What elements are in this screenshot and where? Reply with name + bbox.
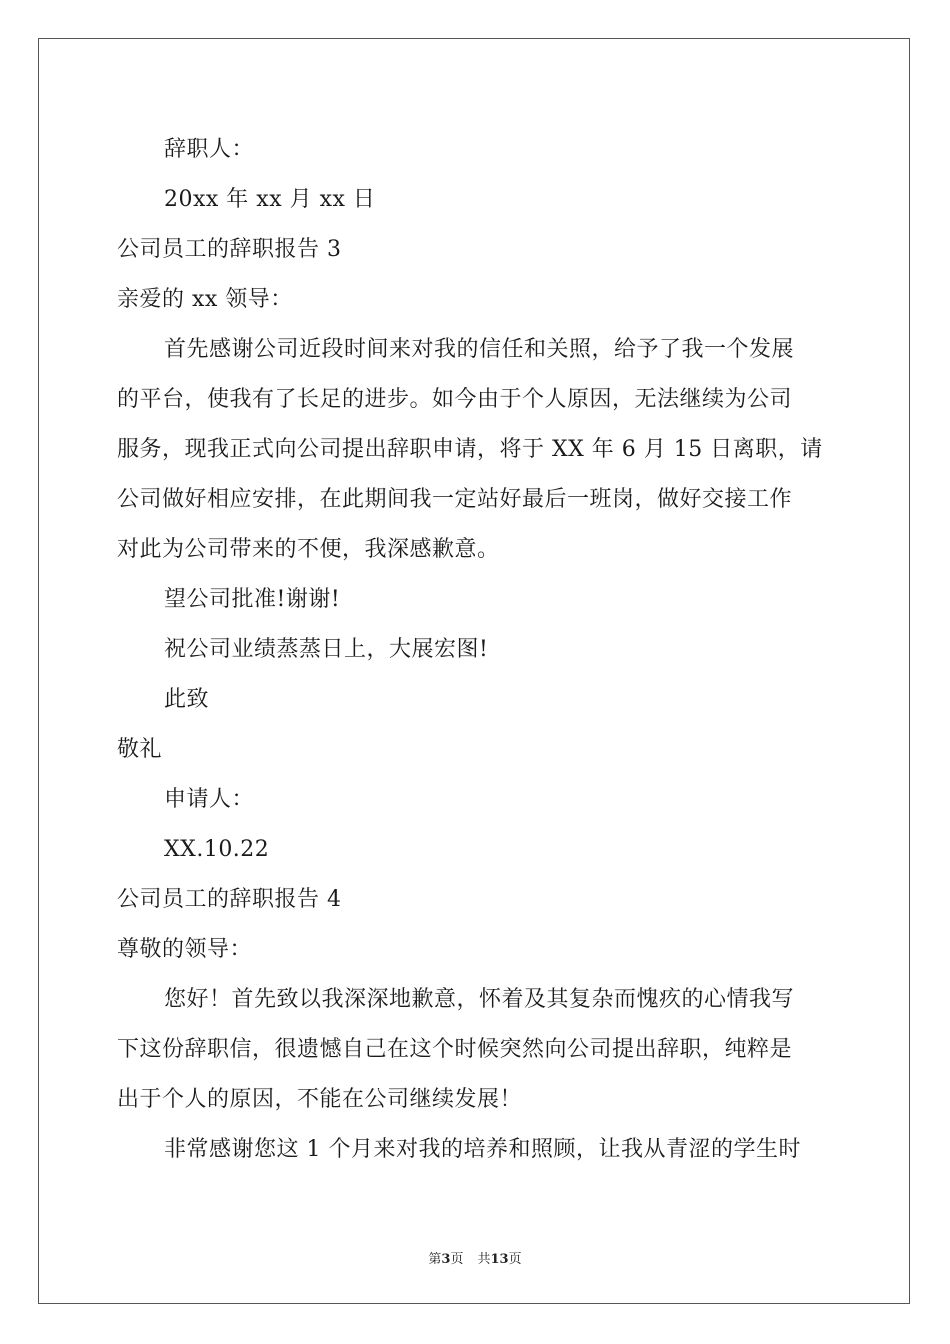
salutation-3: 亲爱的 xx 领导： <box>117 287 293 312</box>
paragraph-line: 出于个人的原因，不能在公司继续发展！ <box>117 1087 523 1112</box>
page-total: 13 <box>490 1252 509 1267</box>
total-prefix: 共 <box>477 1252 491 1267</box>
paragraph-line: 服务，现我正式向公司提出辞职申请，将于 XX 年 6 月 15 日离职，请 <box>117 437 823 462</box>
approval-request: 望公司批准!谢谢! <box>164 587 341 612</box>
page-prefix: 第 <box>428 1252 442 1267</box>
page-current: 3 <box>441 1252 451 1267</box>
page-footer <box>0 1248 950 1267</box>
applicant-date: XX.10.22 <box>164 837 270 862</box>
closing-line-1: 此致 <box>164 687 210 712</box>
date-line: 20xx 年 xx 月 xx 日 <box>164 187 376 212</box>
applicant-label: 申请人： <box>164 787 255 812</box>
paragraph-line: 首先感谢公司近段时间来对我的信任和关照，给予了我一个发展 <box>164 337 795 362</box>
paragraph-line: 的平台，使我有了长足的进步。如今由于个人原因，无法继续为公司 <box>117 387 793 412</box>
document-body <box>117 125 833 1175</box>
section-heading-4: 公司员工的辞职报告 4 <box>117 887 342 912</box>
paragraph-line: 对此为公司带来的不便，我深感歉意。 <box>117 537 500 562</box>
paragraph-line: 下这份辞职信，很遗憾自己在这个时候突然向公司提出辞职，纯粹是 <box>117 1037 793 1062</box>
section-heading-3: 公司员工的辞职报告 3 <box>117 237 342 262</box>
resigner-label: 辞职人： <box>164 137 255 162</box>
total-suffix: 页 <box>508 1252 522 1267</box>
page-mid: 页 <box>450 1252 464 1267</box>
closing-line-2: 敬礼 <box>117 737 163 762</box>
paragraph-line: 非常感谢您这 1 个月来对我的培养和照顾，让我从青涩的学生时 <box>164 1137 801 1162</box>
salutation-4: 尊敬的领导： <box>117 937 253 962</box>
wishes-line: 祝公司业绩蒸蒸日上，大展宏图! <box>164 637 489 662</box>
paragraph-line: 公司做好相应安排，在此期间我一定站好最后一班岗，做好交接工作 <box>117 487 793 512</box>
paragraph-line: 您好！首先致以我深深地歉意，怀着及其复杂而愧疚的心情我写 <box>164 987 795 1012</box>
